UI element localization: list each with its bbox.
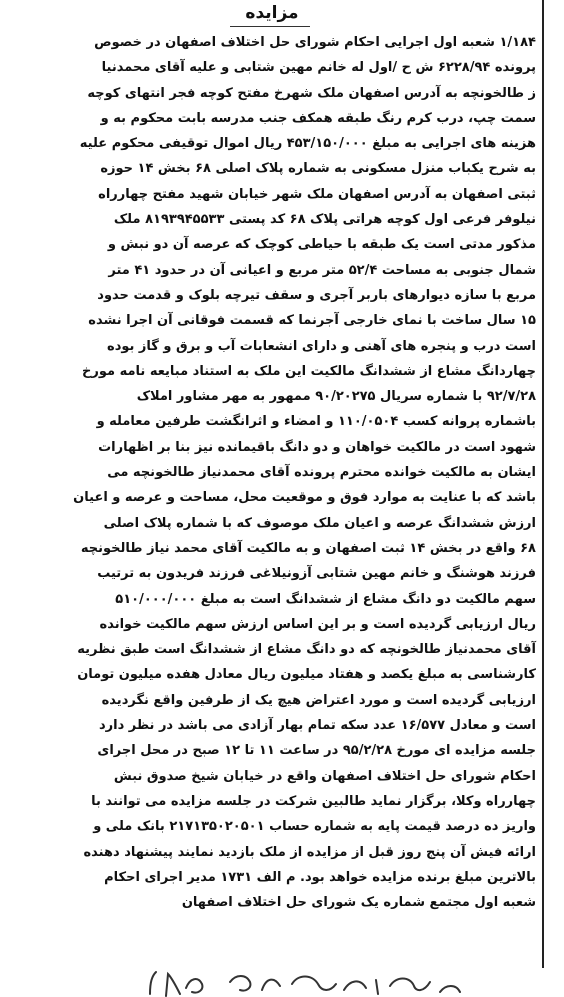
body-line: به شرح یکباب منزل مسکونی به شماره پلاک اصلی ۶۸ بخش ۱۴ حوزه xyxy=(100,161,536,177)
notice-title: مزایده xyxy=(245,3,299,23)
body-line: شمال جنوبی به مساحت ۵۲/۴ متر مربع و اعیانی آن در حدود ۴۱ متر xyxy=(108,262,536,278)
body-line: ارزیابی گردیده است و مورد اعتراض هیچ یک از طرفین واقع نگردیده xyxy=(101,692,536,708)
body-line: مربع با سازه دیوارهای باربر آجری و سقف تیرچه بلوک و قدمت حدود xyxy=(97,287,536,303)
body-line: ارائه فیش آن پنج روز قبل از مزایده از ملک بازدید نمایند پیشنهاد دهنده xyxy=(83,844,536,860)
body-line: ۶۸ واقع در بخش ۱۴ ثبت اصفهان و به مالکیت آقای محمد نیاز طالخونچه xyxy=(80,540,536,556)
body-line: ۹۲/۷/۲۸ با شماره سریال ۹۰/۲۰۲۷۵ ممهور به مهر مشاور املاک xyxy=(136,389,536,405)
body-line-last: شعبه اول مجتمع شماره یک شورای حل اختلاف اصفهان xyxy=(181,895,536,911)
body-line: نیلوفر فرعی اول کوچه هراتی پلاک ۶۸ کد پستی ۸۱۹۳۹۴۵۵۳۳ ملک xyxy=(113,212,536,228)
body-line: باشد که با عنایت به موارد فوق و موقعیت محل، مساحت و عرصه و اعیان xyxy=(73,490,536,506)
body-line: کارشناسی به مبلغ یکصد و هفتاد میلیون ریال معادل هفده میلیون تومان xyxy=(77,667,536,683)
body-line: ثبتی اصفهان به آدرس اصفهان ملک شهر خیابان شهید مفتح چهارراه xyxy=(98,186,536,202)
body-line: آقای محمدنیاز طالخونچه که دو دانگ مشاع از ششدانگ است طبق نظریه xyxy=(77,642,536,658)
body-line: ریال ارزیابی گردیده است و بر این اساس ارزش سهم مالکیت خوانده xyxy=(99,616,536,632)
body-line: شهود است در مالکیت خواهان و دو دانگ باقیمانده نیز بنا بر اظهارات xyxy=(98,439,536,455)
body-line: ارزش ششدانگ عرصه و اعیان ملک موصوف که با شماره پلاک اصلی xyxy=(103,515,536,531)
body-line: احکام شورای حل اختلاف اصفهان واقع در خیابان شیخ صدوق نبش xyxy=(113,768,536,784)
body-line: چهاردانگ مشاع از ششدانگ مالکیت این ملک به استناد مبایعه نامه مورخ xyxy=(82,363,536,379)
body-line: ۱۵ سال ساخت با نمای خارجی آجرنما که قسمت فوقانی آن اجرا نشده xyxy=(88,313,536,329)
body-line: هزینه های اجرایی به مبلغ ۴۵۳/۱۵۰/۰۰۰ ریال اموال توقیفی محکوم علیه xyxy=(79,136,536,152)
title-underline xyxy=(230,26,310,27)
notice-body xyxy=(8,30,536,915)
body-line: است و معادل ۱۶/۵۷۷ عدد سکه تمام بهار آزادی می باشد در نظر دارد xyxy=(98,718,536,734)
body-line: فرزند هوشنگ و خانم مهین شتابی آزونیلاغی فرزند فریدون به ترتیب xyxy=(97,566,536,582)
body-line: ایشان به مالکیت خوانده محترم پرونده آقای محمدنیاز طالخونچه می xyxy=(107,465,536,481)
body-line: سهم مالکیت دو دانگ مشاع از ششدانگ است به مبلغ ۵۱۰/۰۰۰/۰۰۰ xyxy=(115,591,536,607)
body-line: واریز ده درصد قیمت پایه به شماره حساب ۲۱۷۱۳۵۰۲۰۵۰۱ بانک ملی و xyxy=(93,819,536,835)
body-line: مذکور مدتی است یک طبقه با حیاطی کوچک که عرصه آن دو نبش و xyxy=(107,237,536,253)
body-line: است درب و پنجره های آهنی و دارای انشعابات آب و برق و گاز بوده xyxy=(107,338,536,354)
body-line: چهارراه وکلا، برگزار نماید طالبین شرکت در جلسه مزایده می توانند با xyxy=(91,793,536,809)
handwritten-scribble xyxy=(0,968,564,997)
body-line: سمت چپ، درب کرم رنگ طبقه همکف جنب مدرسه بابت محکوم به و xyxy=(100,110,536,126)
body-line: ۱/۱۸۴ شعبه اول اجرایی احکام شورای حل اختلاف اصفهان در خصوص xyxy=(94,35,536,50)
body-line: پرونده ۶۲۲۸/۹۴ ش ح /اول له خانم مهین شتابی و علیه آقای محمدنیا xyxy=(101,60,536,76)
body-line: باشماره پروانه کسب ۱۱۰/۰۵۰۴ و امضاء و اثرانگشت طرفین معامله و xyxy=(96,414,536,430)
body-line: جلسه مزایده ای مورخ ۹۵/۲/۲۸ در ساعت ۱۱ تا ۱۲ صبح در محل اجرای xyxy=(97,743,536,759)
body-line: ز طالخونچه به آدرس اصفهان ملک شهرخ مفتح کوچه فجر انتهای کوچه xyxy=(87,85,536,101)
body-line: بالاترین مبلغ برنده مزایده خواهد بود. م الف ۱۷۳۱ مدیر اجرای احکام xyxy=(104,869,536,885)
